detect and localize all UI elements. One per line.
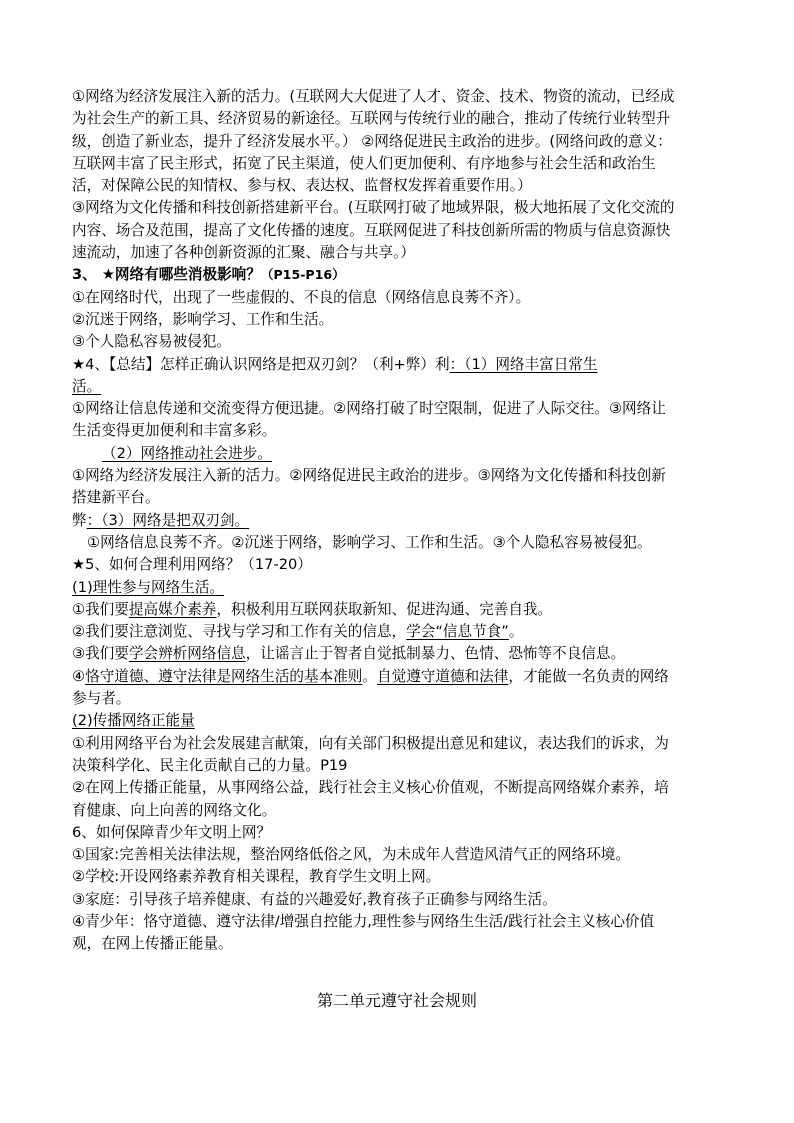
text-line: 决策科学化、民主化贡献自己的力量。P19	[72, 756, 348, 774]
text-line	[72, 643, 736, 665]
key-phrase: 自觉遵守道德和法律	[377, 667, 509, 685]
text-line: ①网络为经济发展注入新的活力。②网络促进民主政治的进步。③网络为文化传播和科技创新	[72, 467, 666, 485]
subheading-underlined: (2)传播网络正能量	[72, 712, 195, 730]
key-phrase: 学会辨析网络信息	[128, 645, 246, 663]
text-line: 搭建新平台。	[72, 489, 160, 507]
label-text: 弊	[72, 511, 87, 529]
text-line	[72, 599, 736, 621]
text-span: ，才能做一名负责的网络	[508, 667, 669, 685]
question-text: 3、 ★网络有哪些消极影响？	[72, 266, 261, 284]
text-line: 级，创造了新业态，提升了经济发展水平。） ②网络促进民主政治的进步。(网络问政的意义：	[72, 132, 672, 150]
text-line	[72, 710, 736, 732]
text-line: ①网络让信息传递和交流变得方便迅捷。②网络打破了时空限制，促进了人际交往。③网络让	[72, 400, 666, 418]
text-line: ①网络信息良莠不齐。②沉迷于网络，影响学习、工作和生活。③个人隐私容易被侵犯。	[87, 533, 652, 551]
subheading-underlined: ：（3）网络是把双刃剑。	[86, 511, 250, 529]
text-span: ，让谣言止于智者自觉抵制暴力、色情、恐怖等不良信息。	[245, 645, 626, 663]
key-phrase: 学会“信息节食”	[406, 623, 509, 641]
text-span: ④	[72, 667, 86, 685]
page-reference: （P15-P16）	[260, 267, 345, 283]
text-line: ①国家:完善相关法律法规，整治网络低俗之风，为未成年人营造风清气正的网络环境。	[72, 846, 630, 864]
text-line: 内容、场合及范围，提高了文化传播的速度。互联网促进了科技创新所需的物质与信息资源快	[72, 221, 671, 239]
subheading-underlined: ：（1）网络丰富日常生	[449, 355, 598, 373]
question-text: ★4、【总结】怎样正确认识网络是把双刃剑？（利+弊）利	[72, 355, 450, 373]
subheading-underlined: (1)理性参与网络生活。	[72, 578, 225, 596]
text-line: ④青少年：恪守道德、遵守法律/增强自控能力,理性参与网络生生活/践行社会主义核心价值	[72, 912, 655, 930]
text-line: ②在网上传播正能量，从事网络公益，践行社会主义核心价值观，不断提高网络媒介素养，培	[72, 779, 669, 797]
key-phrase: 恪守道德、遵守法律是网络生活的基本准则	[85, 667, 363, 685]
document-body	[72, 86, 736, 956]
text-line: ③家庭：引导孩子培养健康、有益的兴趣爱好,教育孩子正确参与网络生活。	[72, 890, 557, 908]
question-heading-6: 6、如何保障青少年文明上网？	[72, 823, 272, 841]
text-line: 观，在网上传播正能量。	[72, 935, 233, 953]
text-line: ③个人隐私容易被侵犯。	[72, 333, 232, 351]
text-line: ②学校:开设网络素养教育相关课程，教育学生文明上网。	[72, 868, 441, 886]
text-line: 互联网丰富了民主形式，拓宽了民主渠道，使人们更加便利、有序地参与社会生活和政治生	[72, 154, 656, 172]
subheading-underlined: （2）网络推动社会进步。	[102, 444, 272, 462]
question-heading-4	[72, 354, 736, 376]
text-line: ③网络为文化传播和科技创新搭建新平台。(互联网打破了地域界限，极大地拓展了文化交流的	[72, 199, 675, 217]
text-span: ③我们要	[72, 645, 129, 663]
text-line: 育健康、向上向善的网络文化。	[72, 801, 277, 819]
subheading-underlined: 活。	[72, 377, 102, 395]
text-span: 。	[362, 667, 377, 685]
text-line	[72, 510, 736, 532]
text-line: ①在网络时代，出现了一些虚假的、不良的信息（网络信息良莠不齐）。	[72, 288, 531, 306]
text-line: 生活变得更加便利和丰富多彩。	[72, 422, 277, 440]
text-line: ①网络为经济发展注入新的活力。(互联网大大促进了人才、资金、技术、物资的流动，已经成	[72, 88, 675, 105]
text-line	[72, 376, 736, 398]
text-span: ，积极利用互联网获取新知、促进沟通、完善自我。	[216, 600, 553, 618]
text-line: 速流动，加速了各种创新资源的汇聚、融合与共享。）	[72, 244, 415, 262]
text-span: 。	[508, 623, 524, 641]
unit-title: 第二单元遵守社会规则	[316, 991, 477, 1010]
text-span: ①我们要	[72, 600, 129, 618]
text-line	[72, 577, 736, 599]
question-heading-3	[72, 264, 736, 286]
text-span: ②我们要注意浏览、寻找与学习和工作有关的信息，	[72, 623, 407, 641]
text-line: ①利用网络平台为社会发展建言献策，向有关部门积极提出意见和建议，表达我们的诉求，为	[72, 734, 669, 752]
key-phrase: 提高媒介素养	[128, 600, 217, 618]
question-heading-5: ★5、如何合理利用网络？（17-20）	[72, 556, 312, 574]
text-line	[72, 666, 736, 688]
text-line: 参与者。	[72, 690, 131, 708]
text-line: 为社会生产的新工具、经济贸易的新途径。互联网与传统行业的融合，推动了传统行业转型升	[72, 110, 671, 128]
text-line	[72, 621, 736, 643]
text-line: ②沉迷于网络，影响学习、工作和生活。	[72, 310, 334, 328]
text-line	[72, 443, 736, 465]
text-line: 活，对保障公民的知情权、参与权、表达权、监督权发挥着重要作用。）	[72, 177, 532, 195]
